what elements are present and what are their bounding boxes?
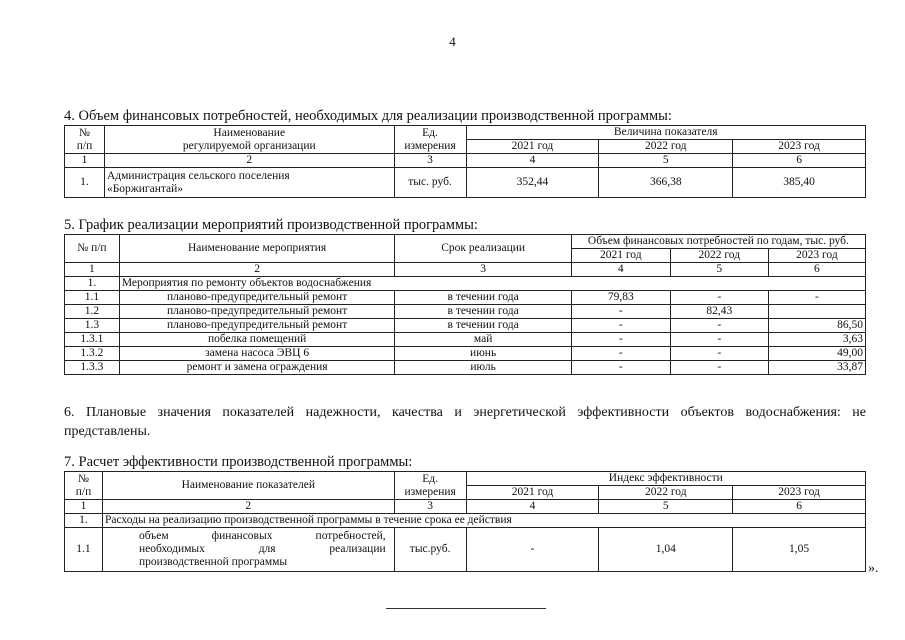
row-value-2021: - <box>571 319 670 333</box>
table-row <box>65 333 866 347</box>
index-cell: 6 <box>733 154 866 168</box>
header-year-2023: 2023 год <box>733 140 866 154</box>
row-value-2023: 49,00 <box>768 347 865 361</box>
row-value-2021: - <box>571 347 670 361</box>
header-group: Индекс эффективности <box>466 472 865 486</box>
index-cell: 2 <box>104 154 394 168</box>
header-value-group: Величина показателя <box>466 126 865 140</box>
row-num: 1.3.3 <box>65 361 120 375</box>
header-year-2022: 2022 год <box>599 140 733 154</box>
row-value-2022: - <box>670 361 768 375</box>
index-cell: 4 <box>571 263 670 277</box>
row-value-2023: 86,50 <box>768 319 865 333</box>
row-term: в течении года <box>395 291 571 305</box>
row-name: побелка помещений <box>119 333 395 347</box>
row-value-2021: - <box>571 361 670 375</box>
index-cell: 4 <box>466 154 599 168</box>
index-cell: 5 <box>599 500 733 514</box>
index-cell: 5 <box>599 154 733 168</box>
row-value-2022: - <box>670 319 768 333</box>
header-year-2022: 2022 год <box>670 249 768 263</box>
index-cell: 5 <box>670 263 768 277</box>
group-row <box>65 277 866 291</box>
section7-heading: 7. Расчет эффективности производственной программы: <box>64 454 413 470</box>
row-name: замена насоса ЭВЦ 6 <box>119 347 395 361</box>
row-unit: тыс.руб. <box>394 528 466 572</box>
header-year-2021: 2021 год <box>466 140 599 154</box>
index-cell: 3 <box>394 154 466 168</box>
header-term: Срок реализации <box>395 235 571 263</box>
table-row <box>65 305 866 319</box>
row-value-2021: - <box>571 333 670 347</box>
row-num: 1.3 <box>65 319 120 333</box>
row-num: 1. <box>65 168 105 198</box>
group-row <box>65 514 866 528</box>
index-cell: 1 <box>65 263 120 277</box>
header-num: № п/п <box>65 235 120 263</box>
row-value-2023 <box>768 305 865 319</box>
row-name: планово-предупредительный ремонт <box>119 291 395 305</box>
row-term: июнь <box>395 347 571 361</box>
index-cell: 1 <box>65 500 103 514</box>
row-value-2023: 3,63 <box>768 333 865 347</box>
row-num: 1.1 <box>65 528 103 572</box>
row-num: 1.3.2 <box>65 347 120 361</box>
header-unit: Ед. измерения <box>394 472 466 500</box>
table-row <box>65 168 866 198</box>
table-row <box>65 528 866 572</box>
row-value-2022: - <box>670 291 768 305</box>
index-cell: 6 <box>768 263 865 277</box>
index-cell: 3 <box>395 263 571 277</box>
row-term: в течении года <box>395 319 571 333</box>
group-row-num: 1. <box>65 514 103 528</box>
row-value-2022: 1,04 <box>599 528 733 572</box>
header-year-2021: 2021 год <box>571 249 670 263</box>
row-value-2022: 82,43 <box>670 305 768 319</box>
table-row <box>65 361 866 375</box>
header-org: Наименование регулируемой организации <box>104 126 394 154</box>
footer-separator-line <box>386 608 546 609</box>
row-value-2022: - <box>670 333 768 347</box>
header-year-2022: 2022 год <box>599 486 733 500</box>
header-year-2023: 2023 год <box>768 249 865 263</box>
row-value-2022: 366,38 <box>599 168 733 198</box>
table-row <box>65 347 866 361</box>
row-term: в течении года <box>395 305 571 319</box>
row-value-2021: - <box>466 528 599 572</box>
table-row <box>65 319 866 333</box>
group-row-num: 1. <box>65 277 120 291</box>
header-name: Наименование мероприятия <box>119 235 395 263</box>
section6-line2: представлены. <box>64 424 151 439</box>
header-group: Объем финансовых потребностей по годам, тыс. руб. <box>571 235 865 249</box>
schedule-table <box>64 234 866 375</box>
header-year-2023: 2023 год <box>733 486 866 500</box>
row-value-2023: - <box>768 291 865 305</box>
section5-heading: 5. График реализации мероприятий производственной программы: <box>64 217 478 233</box>
row-num: 1.1 <box>65 291 120 305</box>
row-term: май <box>395 333 571 347</box>
row-value-2023: 385,40 <box>733 168 866 198</box>
row-value-2021: 79,83 <box>571 291 670 305</box>
row-num: 1.3.1 <box>65 333 120 347</box>
row-unit: тыс. руб. <box>394 168 466 198</box>
row-value-2022: - <box>670 347 768 361</box>
index-cell: 4 <box>466 500 599 514</box>
section6-paragraph <box>64 403 866 441</box>
section6-line1: 6. Плановые значения показателей надежности, качества и энергетической эффективности объектов водоснабжения: не <box>64 405 866 420</box>
financial-needs-table <box>64 125 866 198</box>
header-num: № п/п <box>65 126 105 154</box>
index-cell: 1 <box>65 154 105 168</box>
row-name: ремонт и замена ограждения <box>119 361 395 375</box>
table-row <box>65 291 866 305</box>
row-term: июль <box>395 361 571 375</box>
row-value-2023: 33,87 <box>768 361 865 375</box>
group-row-name: Расходы на реализацию производственной программы в течение срока ее действия <box>102 514 865 528</box>
header-year-2021: 2021 год <box>466 486 599 500</box>
group-row-name: Мероприятия по ремонту объектов водоснабжения <box>119 277 865 291</box>
header-num: № п/п <box>65 472 103 500</box>
index-cell: 2 <box>102 500 394 514</box>
header-unit: Ед. измерения <box>394 126 466 154</box>
closing-quote-mark: ». <box>868 561 879 576</box>
index-cell: 3 <box>394 500 466 514</box>
index-cell: 6 <box>733 500 866 514</box>
header-name: Наименование показателей <box>102 472 394 500</box>
page-number: 4 <box>449 34 456 49</box>
row-value-2021: 352,44 <box>466 168 599 198</box>
row-value-2021: - <box>571 305 670 319</box>
row-org: Администрация сельского поселения «Боржигантай» <box>104 168 394 198</box>
row-name: планово-предупредительный ремонт <box>119 305 395 319</box>
row-num: 1.2 <box>65 305 120 319</box>
efficiency-table <box>64 471 866 572</box>
index-cell: 2 <box>119 263 395 277</box>
row-name: объем финансовых потребностей, необходимых для реализации производственной программы <box>102 528 394 572</box>
row-value-2023: 1,05 <box>733 528 866 572</box>
section4-heading: 4. Объем финансовых потребностей, необходимых для реализации производственной программы: <box>64 108 672 124</box>
row-name: планово-предупредительный ремонт <box>119 319 395 333</box>
